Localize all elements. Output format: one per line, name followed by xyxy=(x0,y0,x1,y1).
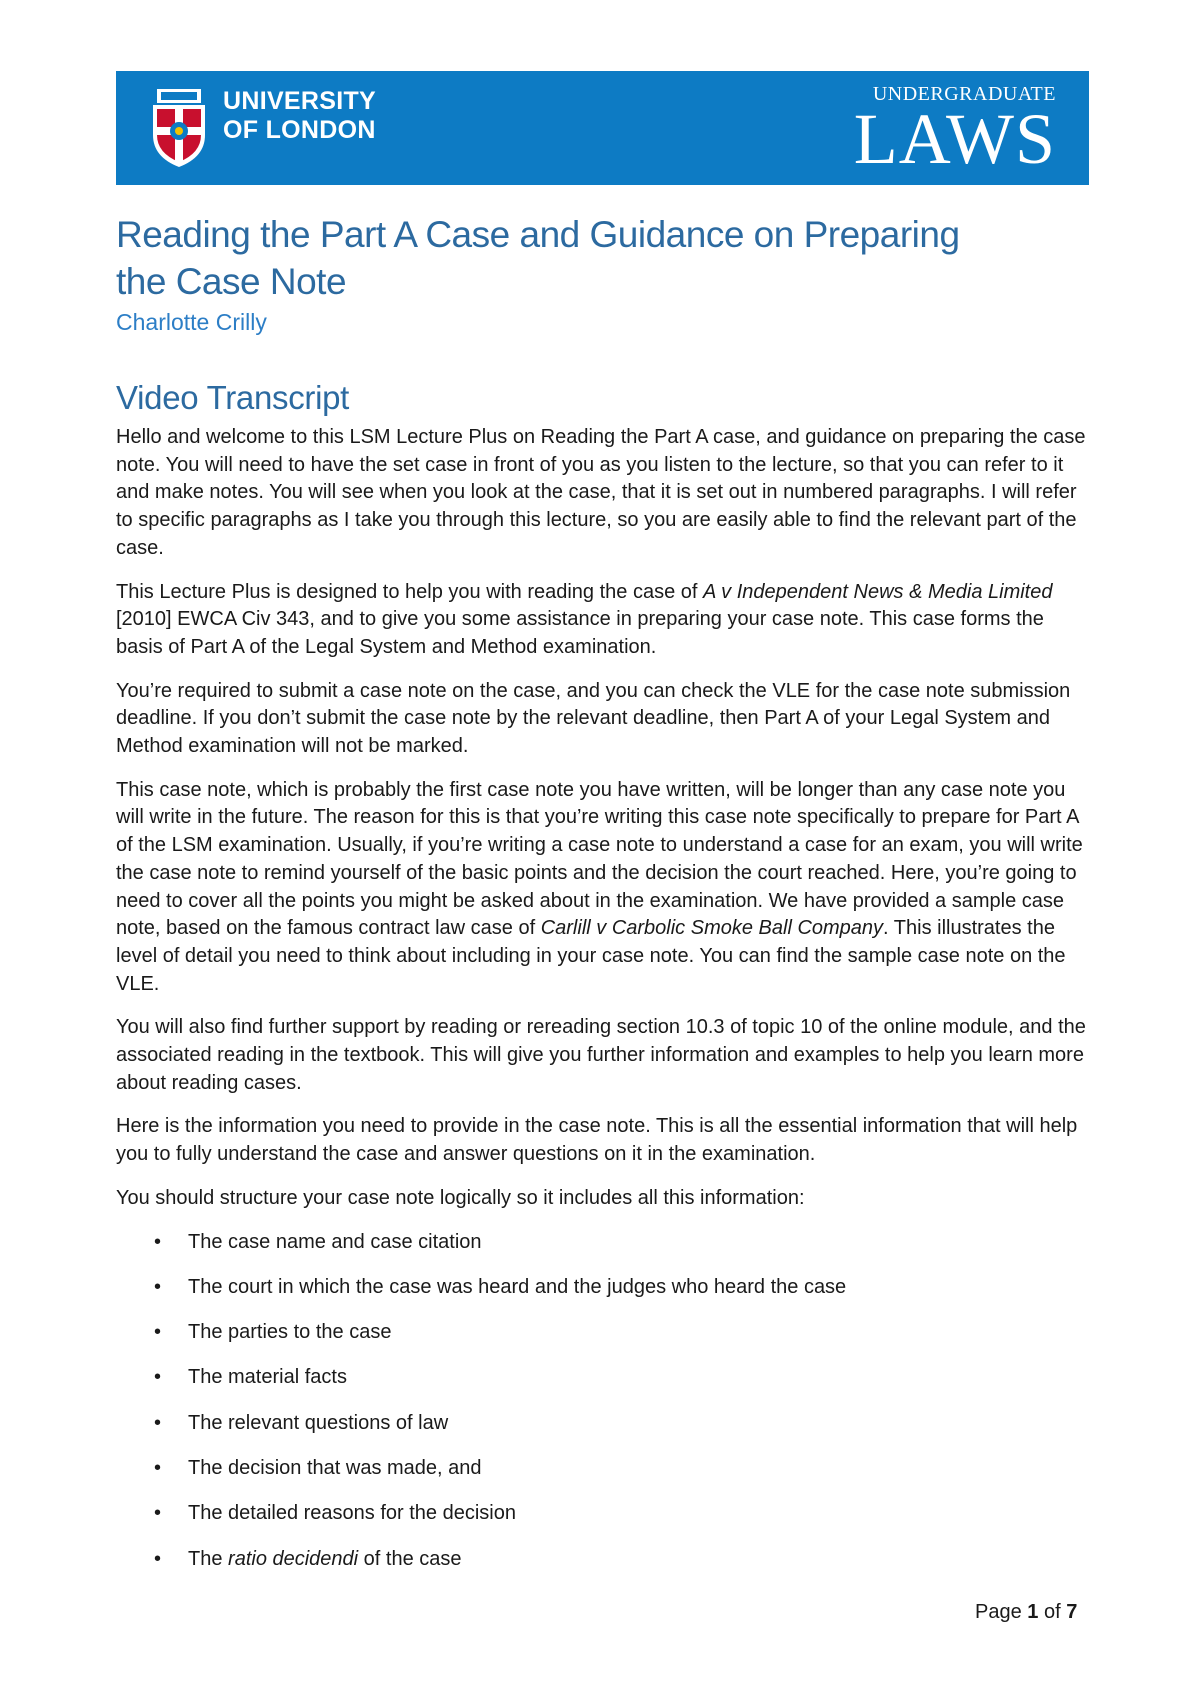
transcript-body xyxy=(116,424,1096,1591)
list-item xyxy=(116,1546,1096,1574)
text-run: The detailed reasons for the decision xyxy=(188,1502,516,1525)
case-name-italic: Carlill v Carbolic Smoke Ball Company xyxy=(540,917,884,940)
case-name-italic: A v Independent News & Media Limited xyxy=(703,580,1053,603)
case-name-italic: ratio decidendi xyxy=(228,1547,359,1570)
text-run: . This illustrates the level of detail you need to think about including in your case note. You can find the sample case note on the VLE. xyxy=(116,917,1066,995)
list-item xyxy=(116,1229,1096,1257)
text-run: The relevant questions of law xyxy=(188,1411,449,1434)
text-run: Hello and welcome to this LSM Lecture Plus on Reading the Part A case, and guidance on preparing the case note. You will need to have the set case in front of you as you listen to the lecture, so that you can refer to it and make notes. You will see when you look at the case, that it is set out in numbered paragraphs. I will refer to specific paragraphs as I take you through this lecture, so you are easily able to find the relevant part of the case. xyxy=(116,426,1086,559)
list-item xyxy=(116,1410,1096,1438)
page-number xyxy=(975,1601,1077,1624)
section-heading: Video Transcript xyxy=(116,379,350,416)
transcript-paragraph xyxy=(116,424,1096,563)
paragraph-list xyxy=(116,424,1096,1213)
transcript-paragraph xyxy=(116,1185,1096,1213)
university-crest-icon xyxy=(149,87,209,169)
list-item xyxy=(116,1364,1096,1392)
list-item xyxy=(116,1500,1096,1528)
text-run: The xyxy=(188,1547,229,1570)
text-run: This case note, which is probably the first case note you have written, will be longer than any case note you will write in the future. The reason for this is that you’re writing this case note specifically to prepare for Part A of the LSM examination. Usually, if you’re writing a case note to understand a case for an exam, you will write the case note to remind yourself of the basic points and the decision the court reached. Here, you’re going to need to cover all the points you might be asked about in the examination. We have provided a sample case note, based on the famous contract law case of xyxy=(116,778,1083,940)
text-run: This Lecture Plus is designed to help you with reading the case of xyxy=(116,580,704,603)
page-label: Page xyxy=(975,1601,1022,1623)
transcript-paragraph xyxy=(116,579,1096,662)
text-run: [2010] EWCA Civ 343, and to give you some assistance in preparing your case note. This case forms the basis of Part A of the Legal System and Method examination. xyxy=(116,608,1044,658)
university-line-1: UNIVERSITY xyxy=(223,87,377,115)
transcript-paragraph xyxy=(116,1113,1096,1168)
list-item xyxy=(116,1455,1096,1483)
document-title: Reading the Part A Case and Guidance on Preparing the Case Note xyxy=(116,214,960,302)
page-of-label: of xyxy=(1043,1601,1061,1623)
list-item xyxy=(116,1319,1096,1347)
text-run: You will also find further support by reading or rereading section 10.3 of topic 10 of the online module, and the associated reading in the textbook. This will give you further information and examples to help you learn more about reading cases. xyxy=(116,1016,1086,1094)
text-run: The court in which the case was heard and the judges who heard the case xyxy=(188,1275,847,1298)
university-name xyxy=(223,87,376,145)
text-run: You’re required to submit a case note on the case, and you can check the VLE for the case note submission deadline. If you don’t submit the case note by the relevant deadline, then Part A of your Legal System and Method examination will not be marked. xyxy=(116,679,1071,758)
header-banner xyxy=(116,71,1089,185)
document-author: Charlotte Crilly xyxy=(116,309,267,335)
transcript-paragraph xyxy=(116,1014,1096,1097)
text-run: Here is the information you need to provide in the case note. This is all the essential information that will help you to fully understand the case and answer questions on it in the examination. xyxy=(116,1115,1078,1166)
programme-small-label: UNDERGRADUATE xyxy=(872,83,1056,105)
text-run: The parties to the case xyxy=(188,1321,392,1344)
transcript-paragraph xyxy=(116,777,1096,999)
text-run: The material facts xyxy=(188,1366,347,1389)
transcript-paragraph xyxy=(116,678,1096,761)
text-run: of the case xyxy=(358,1547,462,1570)
page-current: 1 xyxy=(1027,1601,1039,1623)
text-run: You should structure your case note logically so it includes all this information: xyxy=(116,1186,805,1209)
university-line-2: OF LONDON xyxy=(223,116,376,144)
text-run: The decision that was made, and xyxy=(188,1457,482,1480)
list-item xyxy=(116,1274,1096,1302)
text-run: The case name and case citation xyxy=(188,1230,482,1253)
case-note-checklist xyxy=(116,1229,1096,1574)
programme-logo-text: LAWS xyxy=(853,99,1056,179)
page-total: 7 xyxy=(1066,1601,1078,1623)
